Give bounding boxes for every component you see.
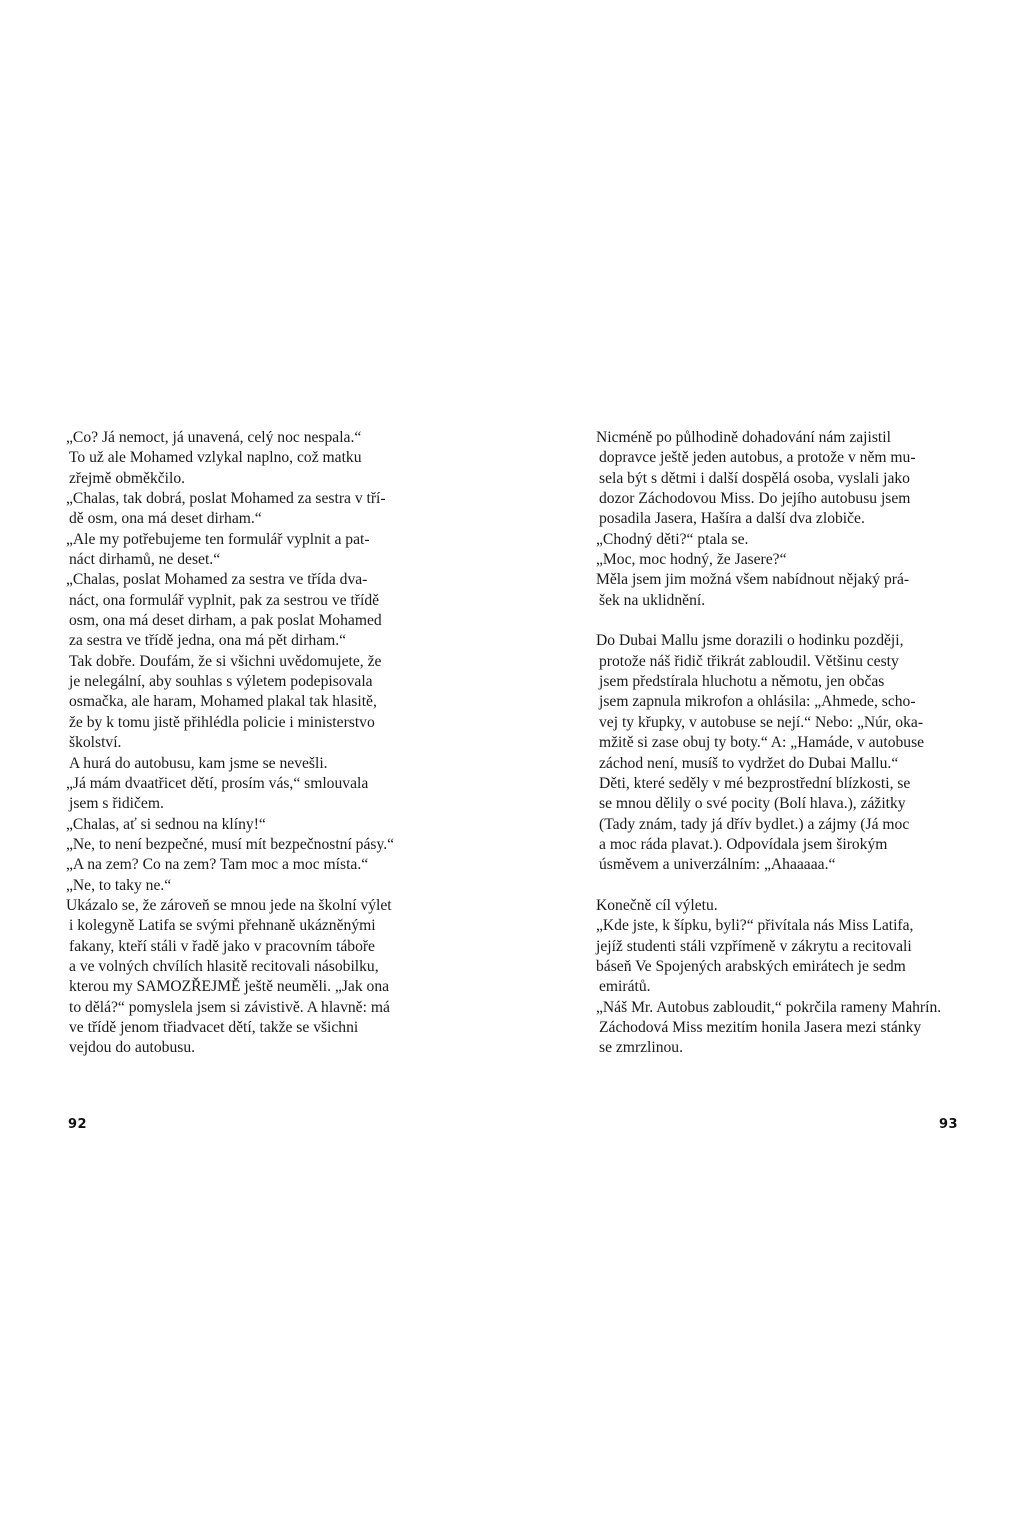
- text-line: vej ty křupky, v autobuse se nejí.“ Nebo: „Núr, oka-: [599, 713, 924, 731]
- text-line: mžitě si zase obuj ty boty.“ A: „Hamáde, v autobuse: [599, 734, 925, 752]
- text-line: „Chalas, poslat Mohamed za sestra ve třída dva-: [66, 571, 368, 589]
- text-line: je nelegální, aby souhlas s výletem podepisovala: [69, 673, 373, 691]
- text-line: Děti, které seděly v mé bezprostřední blízkosti, se: [599, 774, 911, 792]
- text-line: kterou my SAMOZŘEJMĚ ještě neuměli. „Jak ona: [69, 978, 390, 996]
- text-line: Nicméně po půlhodině dohadování nám zajistil: [596, 429, 891, 446]
- text-line: jsem s řidičem.: [69, 795, 164, 813]
- text-line: „Kde jste, k šípku, byli?“ přivítala nás Miss Latifa,: [596, 917, 914, 935]
- text-line: jsem zapnula mikrofon a ohlásila: „Ahmede, scho-: [599, 693, 916, 711]
- right-page-text: [596, 428, 996, 1059]
- text-line: náct, ona formulář vyplnit, pak za sestrou ve třídě: [69, 591, 380, 609]
- text-line: „Moc, moc hodný, že Jasere?“: [596, 551, 787, 569]
- text-line: dě osm, ona má deset dirham.“: [69, 510, 262, 528]
- text-line: Do Dubai Mallu jsme dorazili o hodinku později,: [596, 632, 904, 650]
- text-line: a ve volných chvílích hlasitě recitovali násobilku,: [69, 957, 379, 975]
- text-line: dozor Záchodovou Miss. Do jejího autobusu jsem: [599, 490, 911, 508]
- paragraph-gap: [596, 611, 996, 631]
- text-line: Konečně cíl výletu.: [596, 896, 718, 914]
- text-line: Tak dobře. Doufám, že si všichni uvědomujete, že: [69, 652, 382, 670]
- text-line: (Tady znám, tady já dřív bydlet.) a zájmy (Já moc: [599, 815, 910, 833]
- text-line: a moc ráda plavat.). Odpovídala jsem širokým: [599, 835, 888, 853]
- text-line: „Co? Já nemoct, já unavená, celý noc nespala.“: [66, 429, 362, 446]
- text-line: šek na uklidnění.: [599, 591, 706, 609]
- text-line: „Chalas, ať si sednou na klíny!“: [66, 815, 266, 833]
- text-line: jejíž studenti stáli vzpřímeně v zákrytu a recitovali: [596, 937, 912, 955]
- text-line: osm, ona má deset dirham, a pak poslat Mohamed: [69, 612, 382, 630]
- text-line: posadila Jasera, Hašíra a další dva zlobiče.: [599, 510, 865, 528]
- text-line: „Náš Mr. Autobus zabloudit,“ pokrčila rameny Mahrín.: [596, 998, 942, 1016]
- text-line: „Ne, to není bezpečné, musí mít bezpečnostní pásy.“: [66, 835, 395, 853]
- text-line: jsem předstírala hluchotu a němotu, jen občas: [599, 673, 885, 691]
- text-line: „Ne, to taky ne.“: [66, 876, 172, 894]
- text-line: za sestra ve třídě jedna, ona má pět dirham.“: [69, 632, 347, 650]
- text-line: fakany, kteří stáli v řadě jako v pracovním táboře: [69, 937, 375, 955]
- text-line: náct dirhamů, ne deset.“: [69, 551, 221, 569]
- text-line: i kolegyně Latifa se svými přehnaně ukázněnými: [69, 917, 376, 935]
- text-line: to dělá?“ pomyslela jsem si závistivě. A hlavně: má: [69, 998, 390, 1016]
- text-line: ve třídě jenom třiadvacet dětí, takže se všichni: [69, 1018, 359, 1036]
- text-line: „Chodný děti?“ ptala se.: [596, 530, 749, 548]
- text-line: protože náš řidič třikrát zabloudil. Většinu cesty: [599, 652, 899, 670]
- page-number-left: 92: [68, 1117, 88, 1132]
- text-line: Ukázalo se, že zároveň se mnou jede na školní výlet: [66, 896, 392, 914]
- text-line: Měla jsem jim možná všem nabídnout nějaký prá-: [596, 571, 910, 589]
- text-line: báseň Ve Spojených arabských emirátech je sedm: [596, 957, 906, 975]
- text-line: To už ale Mohamed vzlykal naplno, což matku: [69, 449, 362, 467]
- text-line: se mnou dělily o své pocity (Bolí hlava.), zážitky: [599, 795, 906, 813]
- text-line: úsměvem a univerzálním: „Ahaaaaa.“: [599, 856, 836, 874]
- text-line: Záchodová Miss mezitím honila Jasera mezi stánky: [599, 1018, 922, 1036]
- text-line: sela být s dětmi i další dospělá osoba, vyslali jako: [599, 469, 910, 487]
- text-line: dopravce ještě jeden autobus, a protože v něm mu-: [599, 449, 916, 467]
- page-number-right: 93: [939, 1117, 959, 1132]
- text-line: A hurá do autobusu, kam jsme se nevešli.: [69, 754, 328, 772]
- text-line: „Ale my potřebujeme ten formulář vyplnit a pat-: [66, 530, 370, 548]
- text-line: školství.: [69, 734, 122, 752]
- text-line: se zmrzlinou.: [599, 1039, 684, 1057]
- left-page-text: [66, 428, 466, 1059]
- text-line: zřejmě obměkčilo.: [69, 469, 186, 487]
- text-line: emirátů.: [599, 978, 651, 996]
- text-line: „Já mám dvaatřicet dětí, prosím vás,“ smlouvala: [66, 774, 369, 792]
- text-line: záchod není, musíš to vydržet do Dubai Mallu.“: [599, 754, 899, 772]
- text-line: „Chalas, tak dobrá, poslat Mohamed za sestra v tří-: [66, 490, 386, 508]
- paragraph-gap: [596, 876, 996, 896]
- text-line: osmačka, ale haram, Mohamed plakal tak hlasitě,: [69, 693, 377, 711]
- text-line: že by k tomu jistě přihlédla policie i ministerstvo: [69, 713, 375, 731]
- text-line: „A na zem? Co na zem? Tam moc a moc místa.“: [66, 856, 369, 874]
- text-line: vejdou do autobusu.: [69, 1039, 196, 1057]
